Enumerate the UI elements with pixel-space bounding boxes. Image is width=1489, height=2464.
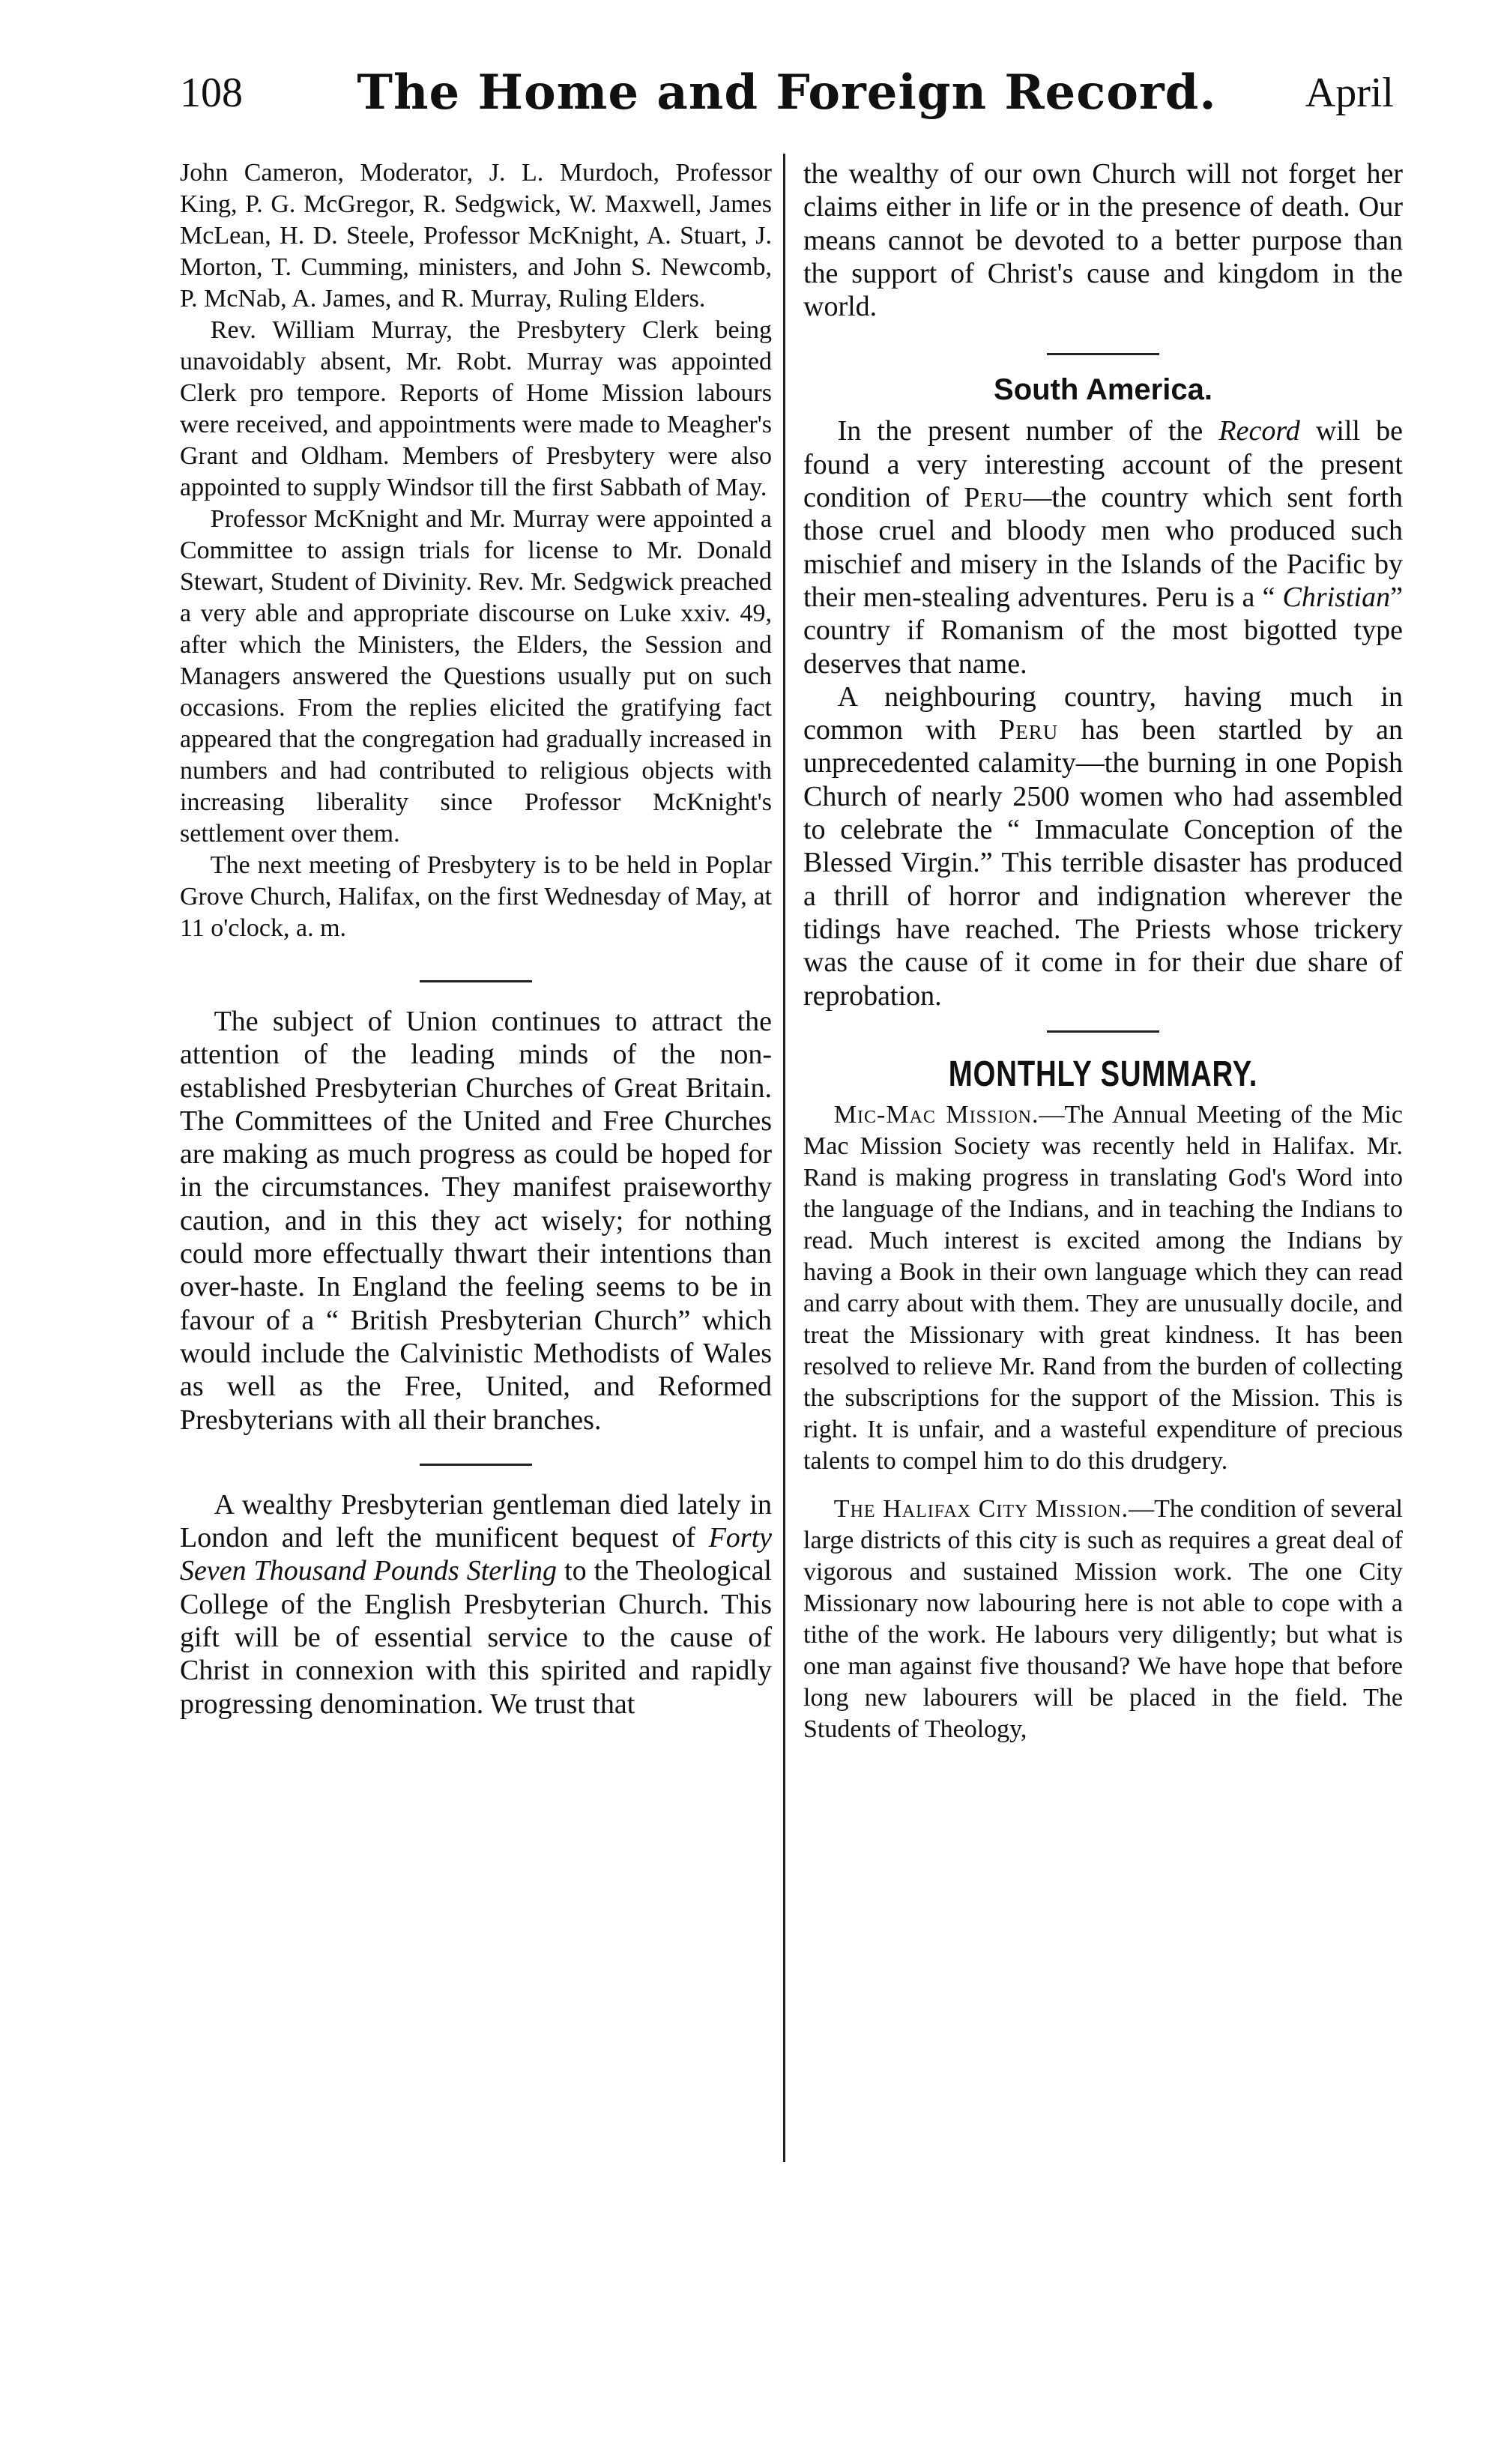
running-header bbox=[180, 64, 1394, 136]
city-mission-paragraph: The Halifax City Mission.—The condition of several large districts of this city is such as requires a great deal of vigorous and sustained Mission work. The one City Missionary now labouring here is not able to cope with a tithe of the work. He labours very diligently; but what is one man against five thousand? We have hope that before long new labourers will be placed in the field. The Students of Theology, bbox=[803, 1494, 1403, 1743]
left-column bbox=[180, 157, 772, 1721]
union-paragraph: The subject of Union continues to attract the attention of the leading minds of the non-established Presbyterian Churches of Great Britain. The Committees of the United and Free Churches are making as much progress as could be hoped for in the circumstances. They manifest praiseworthy caution, and in this they act wisely; for nothing could more effectually thwart their intentions than over-haste. In England the feeling seems to be in favour of a “ British Presbyterian Church” which would include the Calvinistic Methodists of Wales as well as the Free, United, and Reformed Presbyterians with all their branches. bbox=[180, 1006, 772, 1436]
bequest-amount: Forty Seven Thousand Pounds Sterling bbox=[180, 1522, 772, 1587]
next-meeting-paragraph: The next meeting of Presbytery is to be held in Poplar Grove Church, Halifax, on the first Wednesday of May, at 11 o'clock, a. m. bbox=[180, 851, 772, 942]
presbytery-clerk-paragraph: Rev. William Murray, the Presbytery Clerk being unavoidably absent, Mr. Robt. Murray was appointed Clerk pro tempore. Reports of Home Mission labours were received, and appointments were made to Meagher's Grant and Oldham. Members of Presbytery were also appointed to supply Windsor till the first Sabbath of May. bbox=[180, 316, 772, 501]
church-fire-paragraph: A neighbouring country, having much in common with Peru has been startled by an unprecedented calamity—the burning in one Popish Church of nearly 2500 women who had assembled to celebrate the “ Immaculate Conception of the Blessed Virgin.” This terrible disaster has produced a thrill of horror and indignation wherever the tidings have reached. The Priests whose trickery was the cause of it come in for their due share of reprobation. bbox=[803, 680, 1403, 1012]
south-america-heading: South America. bbox=[994, 373, 1212, 407]
micmac-mission-paragraph: Mic-Mac Mission.—The Annual Meeting of the Mic Mac Mission Society was recently held in Halifax. Mr. Rand is making progress in translating God's Word into the language of the Indians, and in teaching the Indians to read. Much interest is excited among the Indians by having a Book in their own language which they can read and carry about with them. They are unusually docile, and treat the Missionary with great kindness. It has been resolved to relieve Mr. Rand from the burden of collecting the subscriptions for the support of the Mission. This is right. It is unfair, and a wasteful expenditure of precious talents to compel him to do this drudgery. bbox=[803, 1100, 1403, 1475]
bequest-continuation-paragraph: the wealthy of our own Church will not forget her claims either in life or in the presence of death. Our means cannot be devoted to a better purpose than the support of Christ's cause and kingdom in the world. bbox=[803, 158, 1403, 323]
page-number: 108 bbox=[180, 70, 243, 116]
monthly-summary-heading: MONTHLY SUMMARY. bbox=[948, 1054, 1258, 1094]
column-divider bbox=[783, 154, 785, 2162]
peru-paragraph: In the present number of the Record will be found a very interesting account of the present condition of Peru—the country which sent forth those cruel and bloody men who produced such mischief and misery in the Islands of the Pacific by their men-stealing adventures. Peru is a “ Christian” country if Romanism of the most bigotted type deserves that name. bbox=[803, 415, 1403, 680]
presbytery-committee-paragraph: Professor McKnight and Mr. Murray were appointed a Committee to assign trials for license to Mr. Donald Stewart, Student of Divinity. Rev. Mr. Sedgwick preached a very able and appropriate discourse on Luke xxiv. 49, after which the Ministers, the Elders, the Session and Managers answered the Questions usually put on such occasions. From the replies elicited the gratifying fact appeared that the congregation had gradually increased in numbers and had contributed to religious objects with increasing liberality since Professor McKnight's settlement over them. bbox=[180, 505, 772, 848]
bequest-paragraph: A wealthy Presbyterian gentleman died lately in London and left the munificent bequest of Forty Seven Thousand Pounds Sterling to the Theological College of the English Presbyterian Church. This gift will be of essential service to the cause of Christ in connexion with this spirited and rapidly progressing denomination. We trust that bbox=[180, 1488, 772, 1720]
city-mission-title: The Halifax City Mission. bbox=[833, 1494, 1129, 1523]
issue-month: April bbox=[1305, 70, 1394, 116]
right-column bbox=[803, 157, 1403, 1745]
presbytery-attendance-paragraph: John Cameron, Moderator, J. L. Murdoch, Professor King, P. G. McGregor, R. Sedgwick, W. Maxwell, James McLean, H. D. Steele, Professor McKnight, A. Stuart, J. Morton, T. Cumming, ministers, and John S. Newcomb, P. McNab, A. James, and R. Murray, Ruling Elders. bbox=[180, 159, 772, 312]
micmac-mission-title: Mic-Mac Mission. bbox=[833, 1100, 1039, 1129]
running-title: The Home and Foreign Record. bbox=[357, 64, 1217, 121]
